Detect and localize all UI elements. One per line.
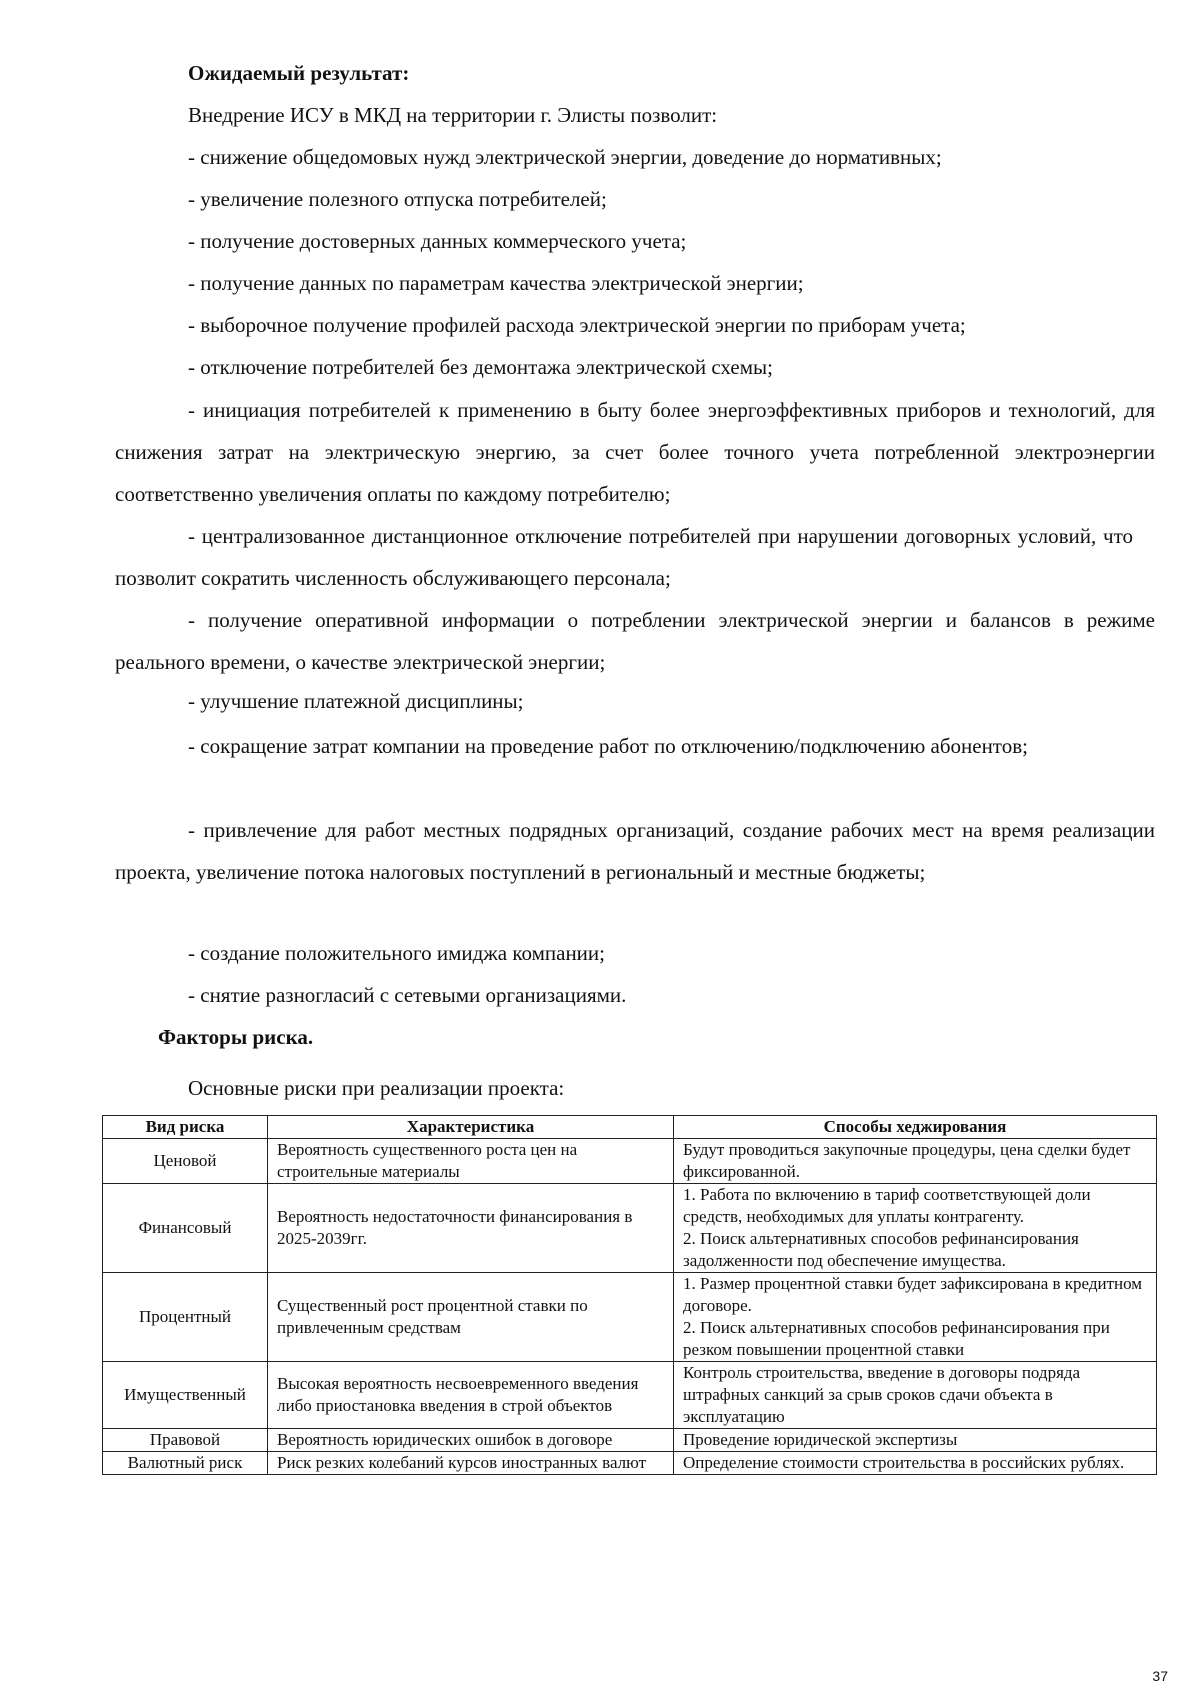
result-item-long-1-text: - централизованное дистанционное отключение потребителей при нарушении договорных условий, что позволит сократить численность обслуживающего персонала; [115, 524, 1133, 590]
result-item-long-2-text: - получение оперативной информации о потреблении электрической энергии и балансов в режиме реального времени, о качестве электрической энергии; [115, 608, 1155, 674]
hedging-line: 1. Работа по включению в тариф соответствующей доли средств, необходимых для уплаты контрагенту. [683, 1185, 1091, 1226]
hedging-line: 1. Размер процентной ставки будет зафиксирована в кредитном договоре. [683, 1274, 1143, 1315]
col-header-kind: Вид риска [103, 1116, 268, 1139]
result-item-0: - снижение общедомовых нужд электрической энергии, доведение до нормативных; [188, 145, 942, 169]
risk-kind: Имущественный [103, 1362, 268, 1429]
result-item-long-0 [115, 389, 1155, 515]
risk-hedging [674, 1362, 1157, 1429]
hedging-line: Проведение юридической экспертизы [683, 1430, 958, 1449]
hedging-line: Определение стоимости строительства в российских рублях. [683, 1453, 1125, 1472]
table-row [103, 1429, 1157, 1452]
result-item-costs [115, 725, 1133, 767]
result-item-3: - получение данных по параметрам качества электрической энергии; [188, 271, 804, 295]
risk-hedging [674, 1452, 1157, 1475]
risk-hedging [674, 1184, 1157, 1273]
result-item-costs-text: - сокращение затрат компании на проведение работ по отключению/подключению абонентов; [188, 734, 1028, 758]
risk-description: Риск резких колебаний курсов иностранных валют [268, 1452, 674, 1475]
risk-description: Вероятность недостаточности финансирования в 2025-2039гг. [268, 1184, 674, 1273]
risk-kind: Ценовой [103, 1139, 268, 1184]
risk-kind: Правовой [103, 1429, 268, 1452]
result-item-4: - выборочное получение профилей расхода электрической энергии по приборам учета; [188, 313, 966, 337]
result-item-1: - увеличение полезного отпуска потребителей; [188, 187, 607, 211]
result-item-long-1 [115, 515, 1133, 599]
risk-hedging [674, 1429, 1157, 1452]
result-item-contractors [115, 809, 1155, 893]
expected-result-heading: Ожидаемый результат: [188, 61, 410, 85]
risk-factors-heading: Факторы риска. [158, 1025, 314, 1049]
result-item-discipline: - улучшение платежной дисциплины; [188, 689, 524, 713]
hedging-line: 2. Поиск альтернативных способов рефинансирования при резком повышении процентной ставки [683, 1318, 1110, 1359]
result-item-long-0-text: - инициация потребителей к применению в быту более энергоэффективных приборов и технологий, для снижения затрат на электрическую энергию, за счет более точного учета потребленной электроэнергии соответственно увеличения оплаты по каждому потребителю; [115, 398, 1155, 506]
result-item-5: - отключение потребителей без демонтажа электрической схемы; [188, 355, 773, 379]
hedging-line: Контроль строительства, введение в договоры подряда штрафных санкций за срыв сроков сдачи объекта в эксплуатацию [683, 1363, 1081, 1426]
risk-factors-intro: Основные риски при реализации проекта: [188, 1076, 565, 1100]
hedging-line: 2. Поиск альтернативных способов рефинансирования задолженности под обеспечение имущества. [683, 1229, 1079, 1270]
risk-description: Вероятность существенного роста цен на строительные материалы [268, 1139, 674, 1184]
risk-description: Вероятность юридических ошибок в договоре [268, 1429, 674, 1452]
table-row [103, 1139, 1157, 1184]
risk-table [102, 1115, 1157, 1475]
hedging-line: Будут проводиться закупочные процедуры, цена сделки будет фиксированной. [683, 1140, 1131, 1181]
result-item-contractors-text: - привлечение для работ местных подрядных организаций, создание рабочих мест на время реализации проекта, увеличение потока налоговых поступлений в региональный и местные бюджеты; [115, 818, 1155, 884]
result-item-long-2 [115, 599, 1155, 683]
risk-kind: Финансовый [103, 1184, 268, 1273]
risk-kind: Процентный [103, 1273, 268, 1362]
col-header-description: Характеристика [268, 1116, 674, 1139]
risk-description: Высокая вероятность несвоевременного введения либо приостановка введения в строй объектов [268, 1362, 674, 1429]
risk-hedging [674, 1139, 1157, 1184]
risk-description: Существенный рост процентной ставки по привлеченным средствам [268, 1273, 674, 1362]
table-row [103, 1184, 1157, 1273]
result-item-image: - создание положительного имиджа компании; [188, 941, 605, 965]
table-row [103, 1452, 1157, 1475]
table-row [103, 1273, 1157, 1362]
table-row [103, 1362, 1157, 1429]
risk-kind: Валютный риск [103, 1452, 268, 1475]
col-header-hedging: Способы хеджирования [674, 1116, 1157, 1139]
risk-hedging [674, 1273, 1157, 1362]
result-item-disputes: - снятие разногласий с сетевыми организациями. [188, 983, 627, 1007]
page-number: 37 [1152, 1668, 1168, 1684]
risk-table-header-row [103, 1116, 1157, 1139]
expected-result-intro: Внедрение ИСУ в МКД на территории г. Элисты позволит: [188, 103, 718, 127]
result-item-2: - получение достоверных данных коммерческого учета; [188, 229, 687, 253]
